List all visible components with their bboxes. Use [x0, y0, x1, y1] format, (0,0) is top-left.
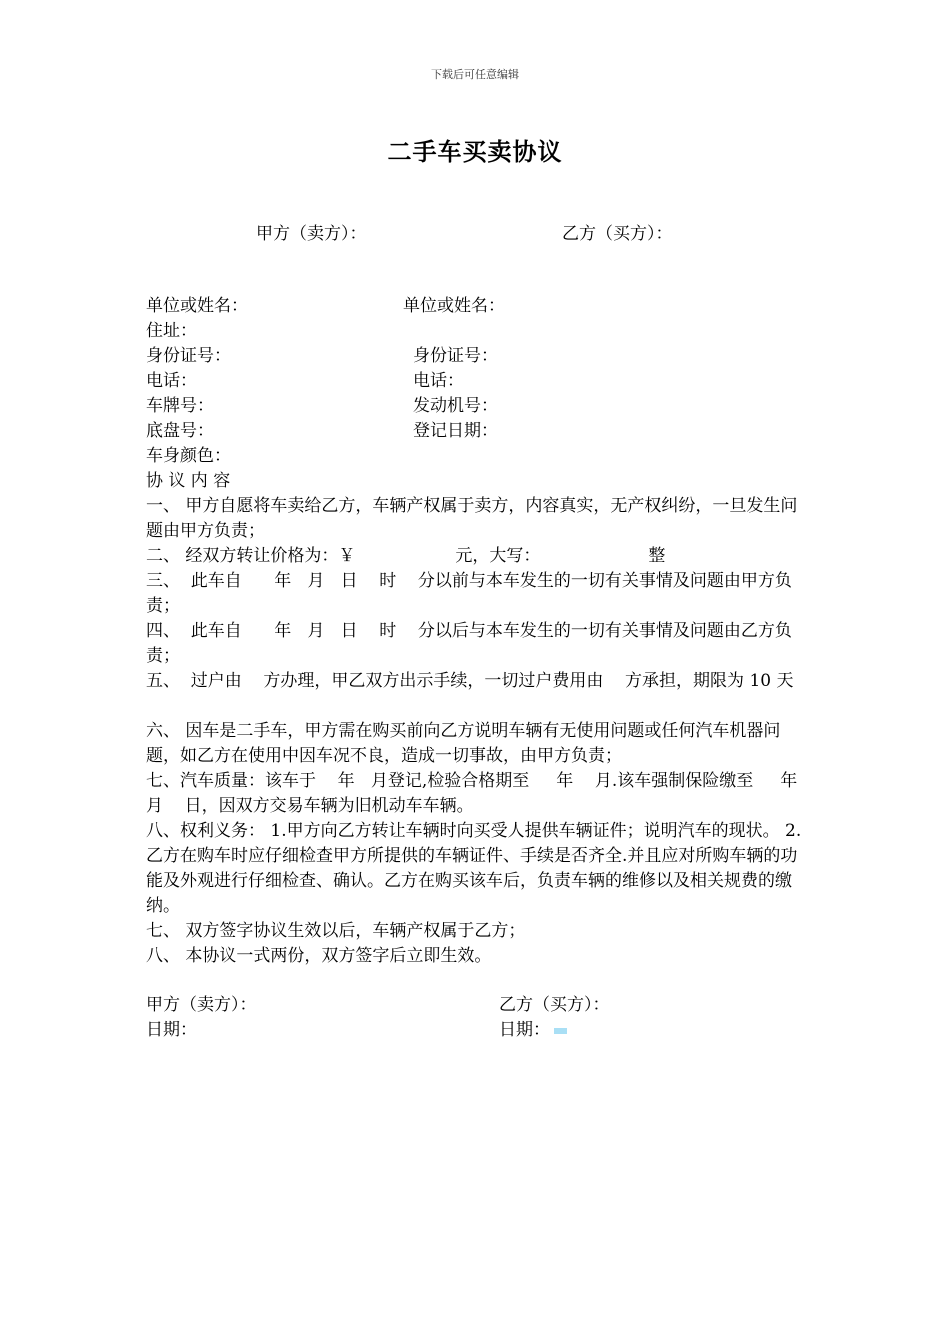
- clause-5: 五、 过户由 方办理，甲乙双方出示手续，一切过户费用由 方承担，期限为 10 天: [146, 671, 794, 691]
- document-title: 二手车买卖协议: [387, 137, 563, 166]
- seller-id-label: 身份证号：: [146, 346, 231, 366]
- clause-7-quality: 七、汽车质量：该车于 年 月登记,检验合格期至 年 月.该车强制保险缴至 年 月 日，因双方交易车辆为旧机动车车辆。: [146, 771, 819, 816]
- clause-8-rights: 八、权利义务： 1.甲方向乙方转让车辆时向买受人提供车辆证件；说明汽车的现状。 2.乙方在购车时应仔细检查甲方所提供的车辆证件、手续是否齐全.并且应对所购车辆的功能及外观进行仔细检查、确认。乙方在购买该车后，负责车辆的维修以及相关规费的缴纳。: [146, 821, 802, 916]
- seller-phone-label: 电话：: [146, 371, 197, 391]
- buyer-phone-label: 电话：: [413, 371, 464, 391]
- agreement-content-heading: 协 议 内 容: [146, 471, 231, 491]
- clause-1: 一、 甲方自愿将车卖给乙方，车辆产权属于卖方，内容真实，无产权纠纷，一旦发生问题由甲方负责；: [146, 496, 798, 541]
- clause-6: 六、 因车是二手车，甲方需在购买前向乙方说明车辆有无使用问题或任何汽车机器问题，如乙方在使用中因车况不良，造成一切事故，由甲方负责；: [146, 721, 781, 766]
- engine-number-label: 发动机号：: [413, 396, 498, 416]
- text-cursor-highlight: [554, 1028, 567, 1034]
- seller-party-label: 甲方（卖方）：: [256, 224, 367, 244]
- clause-2-price-label: 二、 经双方转让价格为：￥: [146, 546, 356, 566]
- buyer-party-label: 乙方（买方）：: [562, 224, 673, 244]
- clause-9: 七、 双方签字协议生效以后，车辆产权属于乙方；: [146, 921, 526, 941]
- buyer-id-label: 身份证号：: [413, 346, 498, 366]
- signature-buyer-label: 乙方（买方）：: [499, 995, 610, 1015]
- chassis-number-label: 底盘号：: [146, 421, 214, 441]
- signature-seller-label: 甲方（卖方）：: [146, 995, 257, 1015]
- seller-date-label: 日期：: [146, 1020, 197, 1040]
- clause-2-yuan-label: 元，大写：: [455, 546, 541, 566]
- seller-name-label: 单位或姓名：: [146, 296, 248, 316]
- registration-date-label: 登记日期：: [413, 421, 498, 441]
- plate-number-label: 车牌号：: [146, 396, 214, 416]
- buyer-date-label: 日期：: [499, 1020, 550, 1040]
- clause-3: 三、 此车自 年 月 日 时 分以前与本车发生的一切有关事情及问题由甲方负责；: [146, 571, 792, 616]
- clause-10: 八、 本协议一式两份，双方签字后立即生效。: [146, 946, 492, 966]
- address-label: 住址：: [146, 321, 197, 341]
- buyer-name-label: 单位或姓名：: [403, 296, 505, 316]
- clause-2-whole-label: 整: [648, 546, 666, 566]
- page-header: 下载后可任意编辑: [431, 68, 519, 81]
- clause-4: 四、 此车自 年 月 日 时 分以后与本车发生的一切有关事情及问题由乙方负责；: [146, 621, 792, 666]
- body-color-label: 车身颜色：: [146, 446, 231, 466]
- clause-2-price: [146, 544, 665, 569]
